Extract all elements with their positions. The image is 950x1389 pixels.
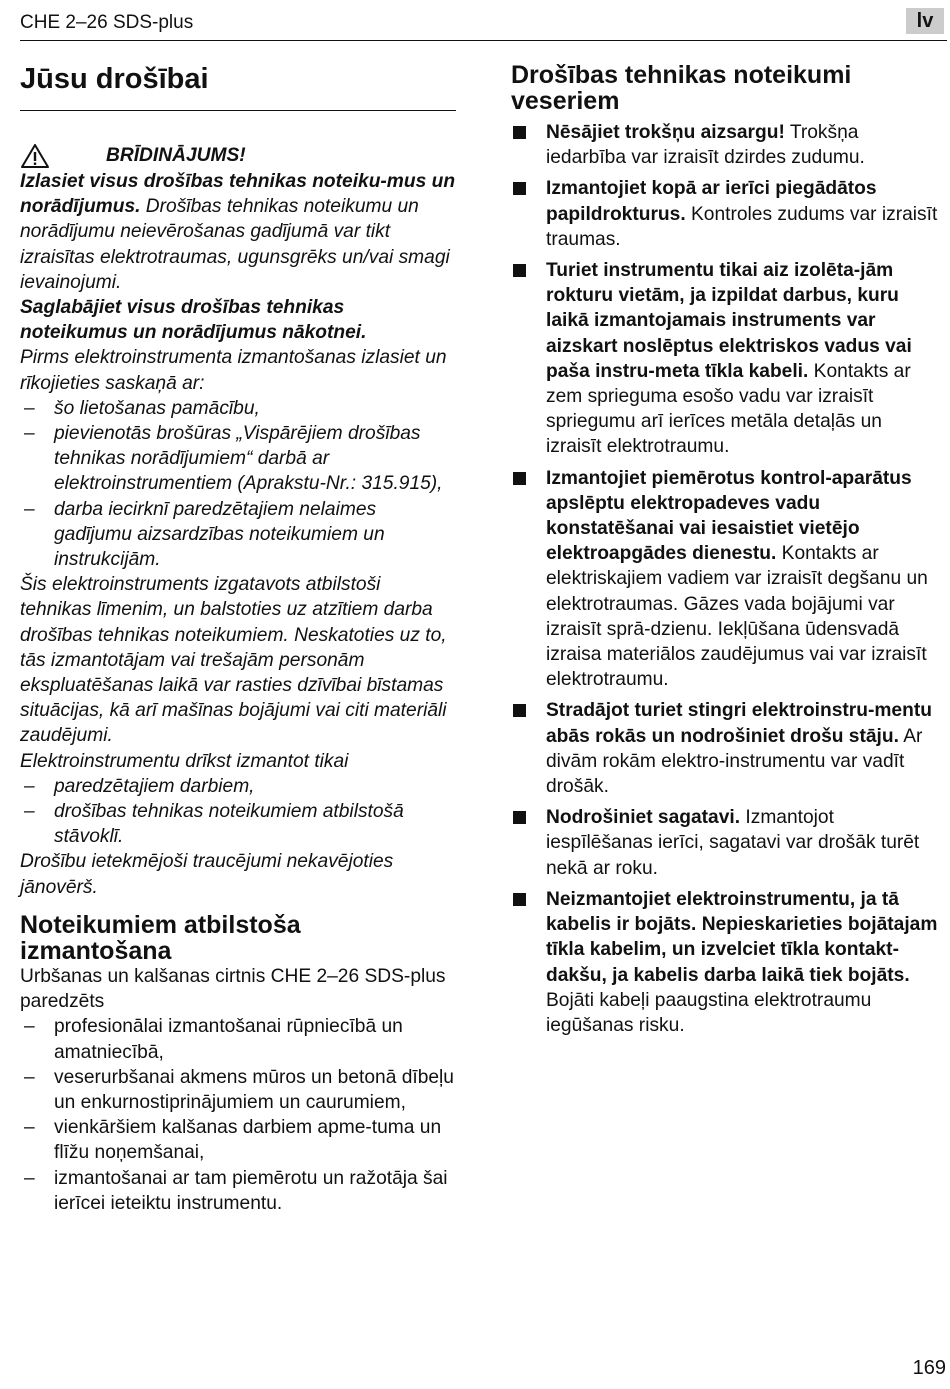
section-title: Jūsu drošībai xyxy=(20,63,209,95)
warning-label: BRĪDINĀJUMS! xyxy=(106,145,246,167)
intro-paragraph: Pirms elektroinstrumenta izmantošanas izlasiet un rīkojieties saskaņā ar: xyxy=(20,347,447,394)
usage-list xyxy=(20,774,456,850)
title-divider xyxy=(20,110,456,111)
list-item: – izmantošanai ar tam piemērotu un ražotāja šai ierīcei ieteiktu instrumentu. xyxy=(24,1167,448,1214)
reading-list xyxy=(20,396,456,572)
intended-use-intro: Urbšanas un kalšanas cirtnis CHE 2–26 SDS-plus paredzēts xyxy=(20,965,446,1013)
bullet-square-icon xyxy=(513,472,526,485)
list-item: – paredzētajiem darbiem, xyxy=(24,775,255,797)
list-item: Stradājot turiet stingri elektroinstru-mentu abās rokās un nodrošiniet drošu stāju. Ar divām rokām elektro-instrumentu var vadīt drošāk. xyxy=(511,698,941,799)
fault-paragraph: Drošību ietekmējoši traucējumi nekavējoties jānovērš. xyxy=(20,851,394,898)
list-item: Neizmantojiet elektroinstrumentu, ja tā kabelis ir bojāts. Nepieskarieties bojātajam tīkla kabelim, un izvelciet tīkla kontakt-dakšu, ja kabelis darba laikā tiek bojāts. Bojāti kabeļi paaugstina elektrotraumu iegūšanas risku. xyxy=(511,887,941,1038)
bullet-square-icon xyxy=(513,704,526,717)
list-item: Izmantojiet piemērotus kontrol-aparātus apslēptu elektropadeves vadu konstatēšanai vai iesaistiet vietējo elektroapgādes dienestu. Kontakts ar elektriskajiem vadiem var izraisīt degšanu un elektrotraumas. Gāzes vada bojājumi var izraisīt sprā-dzienu. Iekļūšana ūdensvadā izraisa materiālos zaudējumus vai var izraisīt elektrotraumu. xyxy=(511,466,941,693)
list-item: – pievienotās brošūras „Vispārējiem drošības tehnikas norādījumiem“ darbā ar elektroinstrumentiem (Aprakstu-Nr.: 315.915), xyxy=(24,423,443,495)
left-column xyxy=(20,62,456,1216)
list-item: Nodrošiniet sagatavi. Izmantojot iespīlēšanas ierīci, sagatavi var drošāk turēt nekā ar roku. xyxy=(511,805,941,881)
bullet-square-icon xyxy=(513,811,526,824)
bullet-square-icon xyxy=(513,182,526,195)
risk-paragraph: Šis elektroinstruments izgatavots atbilstoši tehnikas līmenim, un balstoties uz atzītiem darba drošības tehnikas noteikumiem. Neskatoties uz to, tās izmantotājam vai trešajām personām ekspluatēšanas laikā var rasties dzīvībai bīstamas situācijas, kā arī mašīnas bojājumi vai citi materiāli zaudējumi. xyxy=(20,574,447,747)
list-item: – darba iecirknī paredzētajiem nelaimes gadījumu aizsardzības noteikumiem un instrukcijām. xyxy=(24,498,385,571)
list-item: – šo lietošanas pamācību, xyxy=(24,397,260,419)
document-header-title: CHE 2–26 SDS-plus xyxy=(20,12,194,33)
subsection-title: Noteikumiem atbilstoša izmantošana xyxy=(20,910,301,965)
page-number: 169 xyxy=(912,1357,946,1379)
intended-use-list xyxy=(20,1014,456,1216)
warning-heading xyxy=(20,143,456,169)
warning-triangle-icon xyxy=(20,143,50,169)
header-divider xyxy=(20,40,947,41)
language-badge: lv xyxy=(906,8,944,34)
warning-paragraph-text: Drošības tehnikas noteikumu un norādījumu neievērošanas gadījumā var tikt izraisītas elektrotraumas, ugunsgrēks un/vai smagi ievainojumi. xyxy=(20,196,450,293)
warning-paragraph-bold: Izlasiet visus drošības tehnikas noteiku-mus un norādījumus. xyxy=(20,171,456,218)
save-instructions: Saglabājiet visus drošības tehnikas noteikumus un norādījumus nākotnei. xyxy=(20,297,367,344)
list-item: – drošības tehnikas noteikumiem atbilstošā stāvoklī. xyxy=(24,801,404,848)
warning-paragraph xyxy=(20,169,456,295)
list-item: Turiet instrumentu tikai aiz izolēta-jām rokturu vietām, ja izpildat darbus, kuru laikā izmantojamais instruments var aizskart noslēptus elektriskos vadus vai paša instru-meta tīkla kabeli. Kontakts ar zem sprieguma esošo vadu var izraisīt spriegumu arī ierīces metāla detaļās un izraisīt elektrotraumu. xyxy=(511,258,941,460)
right-column xyxy=(511,62,941,1044)
list-item: – veserurbšanai akmens mūros un betonā dībeļu un enkurnostiprinājumiem un caurumiem, xyxy=(24,1066,454,1113)
bullet-square-icon xyxy=(513,893,526,906)
section-title-right: Drošības tehnikas noteikumi veseriem xyxy=(511,61,852,115)
list-item: Izmantojiet kopā ar ierīci piegādātos papildrokturus. Kontroles zudums var izraisīt traumas. xyxy=(511,176,941,252)
list-item: – vienkāršiem kalšanas darbiem apme-tuma un flīžu noņemšanai, xyxy=(24,1117,442,1164)
bullet-square-icon xyxy=(513,264,526,277)
usage-intro: Elektroinstrumentu drīkst izmantot tikai xyxy=(20,750,349,772)
list-item: Nēsājiet trokšņu aizsargu! Trokšņa iedarbība var izraisīt dzirdes zudumu. xyxy=(511,120,941,170)
list-item: – profesionālai izmantošanai rūpniecībā un amatniecībā, xyxy=(24,1016,403,1063)
safety-rules-list xyxy=(511,120,941,1038)
bullet-square-icon xyxy=(513,126,526,139)
